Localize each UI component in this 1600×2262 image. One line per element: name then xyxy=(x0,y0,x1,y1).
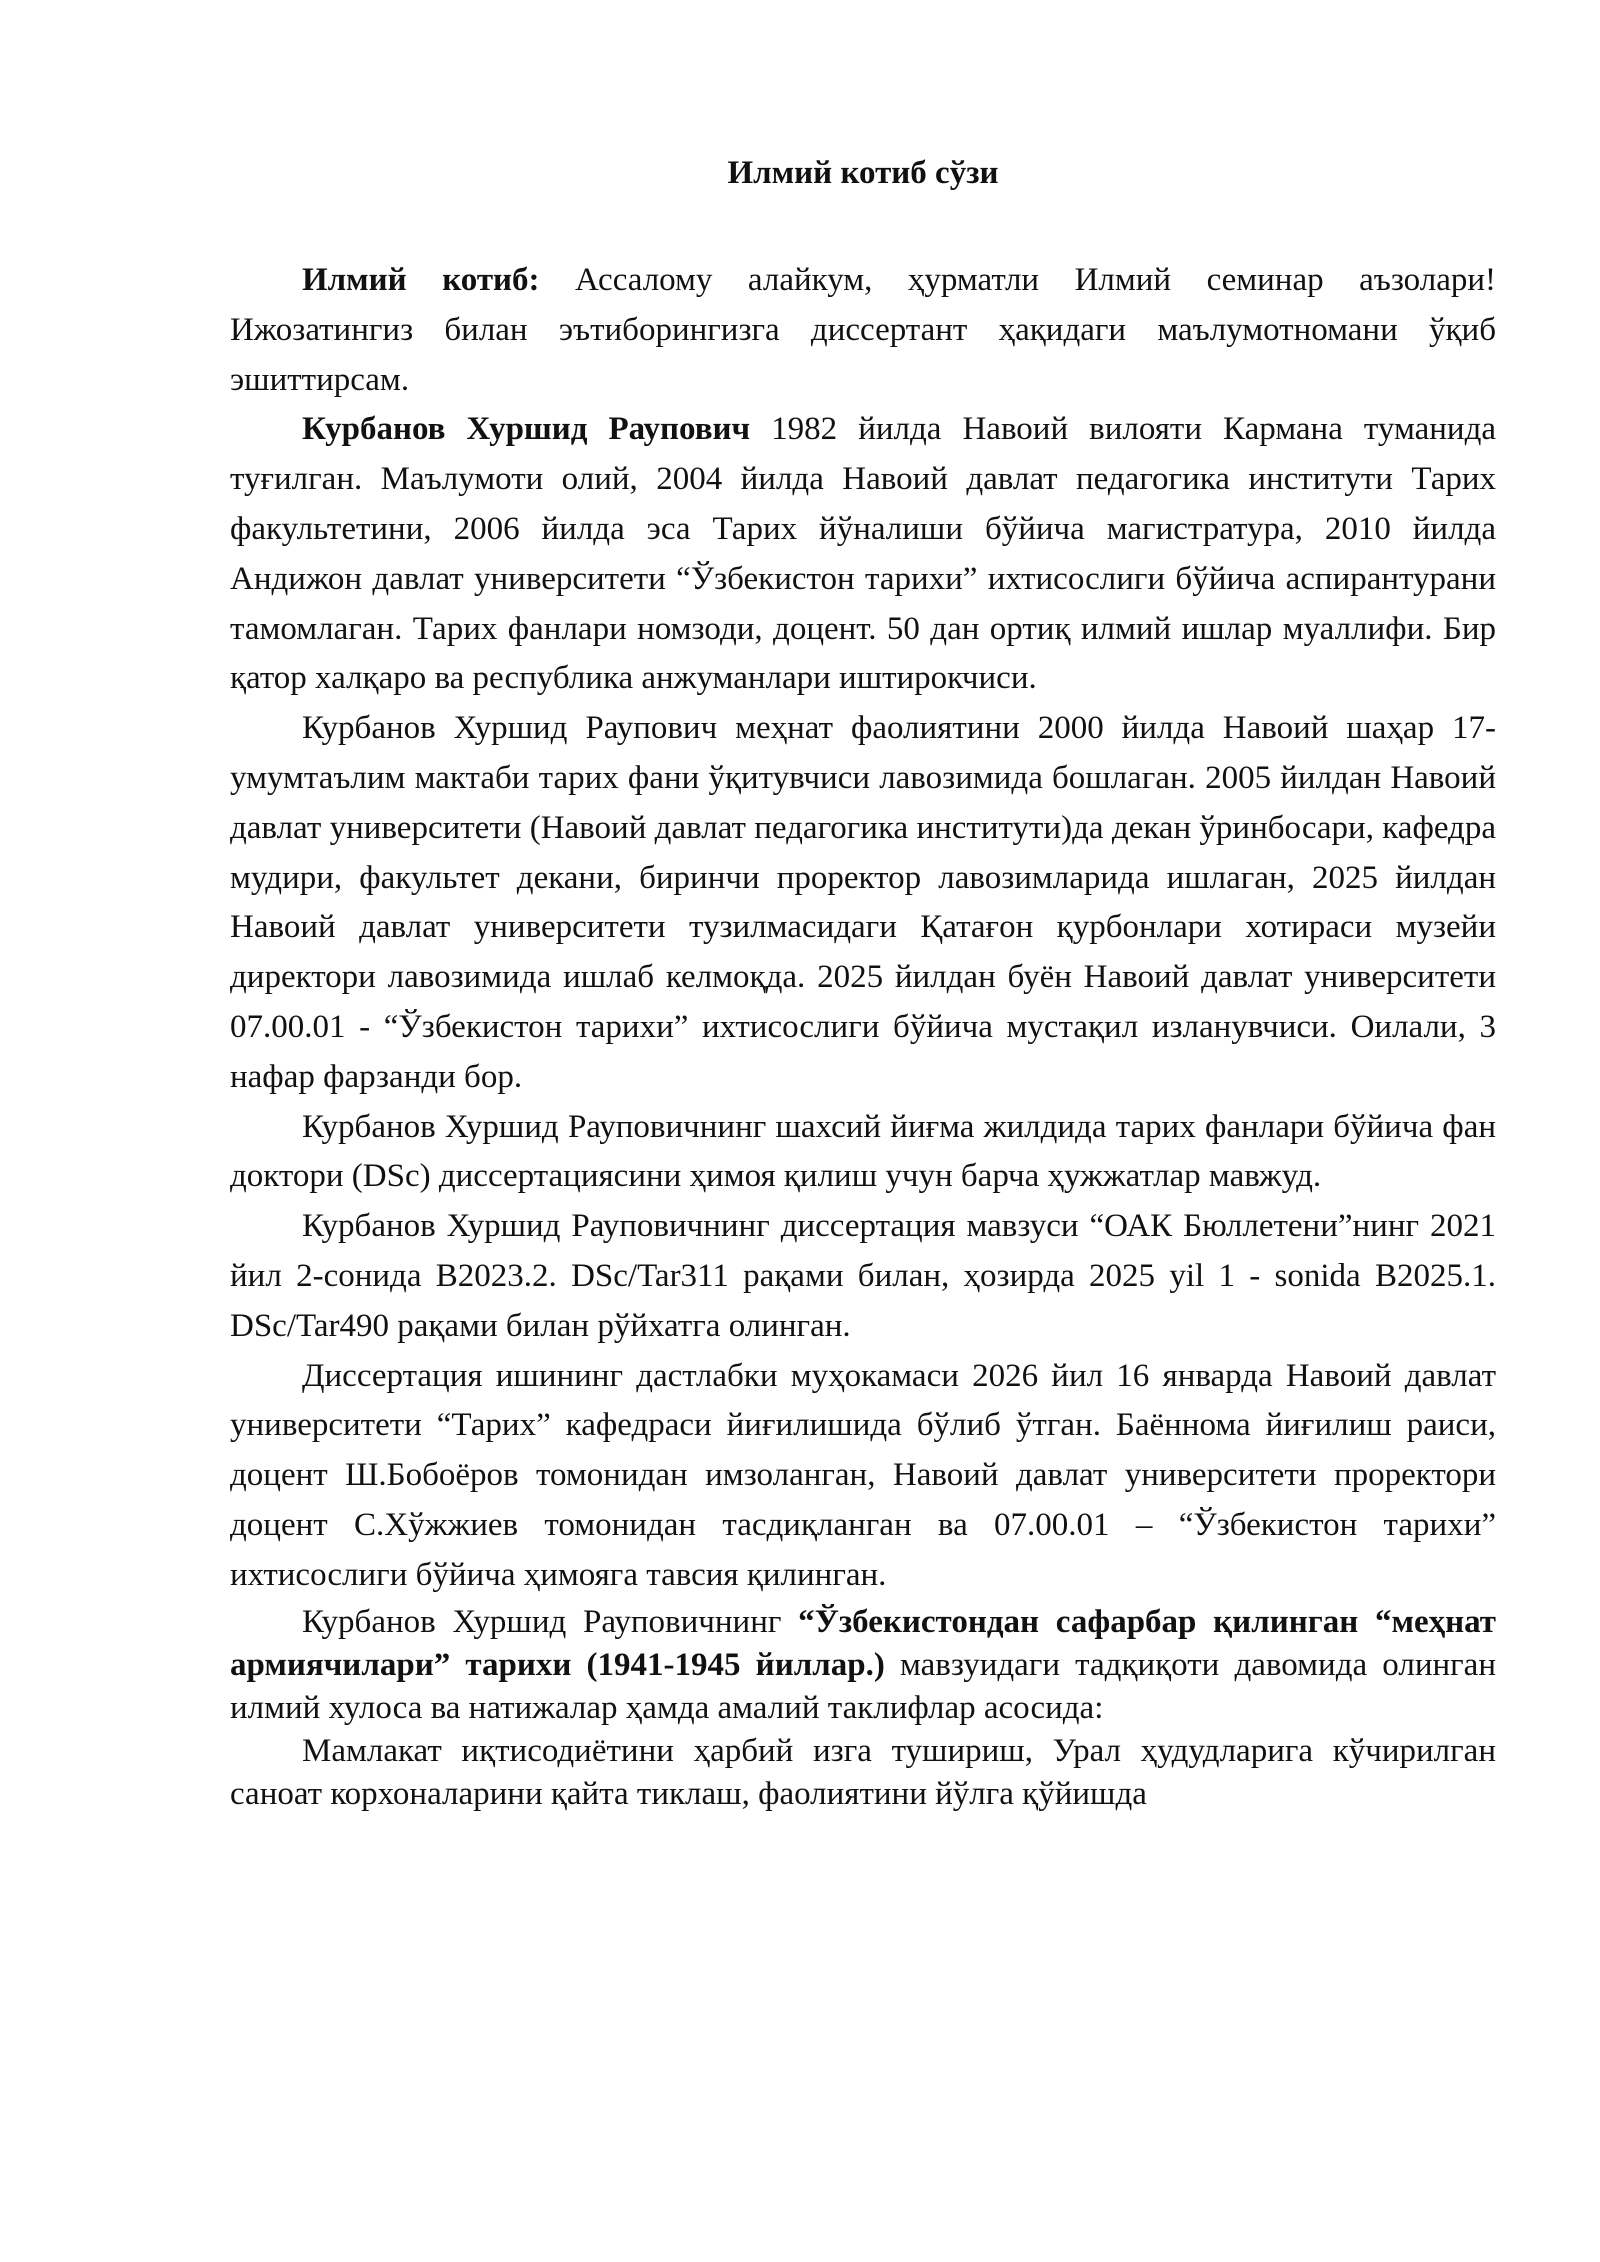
candidate-name: Курбанов Хуршид Раупович xyxy=(302,411,751,448)
greeting-text: Ассалому алайкум, ҳурматли Илмий семинар аъзолари! Ижозатингиз билан эътиборингизга диссертант ҳақидаги маълумотномани ўқиб эшиттирсам. xyxy=(230,262,1496,398)
paragraph-conclusions xyxy=(230,1601,1496,1730)
biography-text: 1982 йилда Навоий вилояти Кармана туманида туғилган. Маълумоти олий, 2004 йилда Навоий давлат педагогика институти Тарих факультетини, 2006 йилда эса Тарих йўналиши бўйича магистратура, 2010 йилда Андижон давлат университети “Ўзбекистон тарихи” ихтисослиги бўйича аспирантурани тамомлаган. Тарих фанлари номзоди, доцент. 50 дан ортиқ илмий ишлар муаллифи. Бир қатор халқаро ва республика анжуманлари иштирокчиси. xyxy=(230,411,1497,697)
paragraph-career: Курбанов Хуршид Раупович меҳнат фаолиятини 2000 йилда Навоий шаҳар 17-умумтаълим мактаби тарих фани ўқитувчиси лавозимида бошлаган. 2005 йилдан Навоий давлат университети (Навоий давлат педагогика институти)да декан ўринбосари, кафедра мудири, факультет декани, биринчи проректор лавозимларида ишлаган, 2025 йилдан Навоий давлат университети тузилмасидаги Қатағон қурбонлари хотираси музейи директори лавозимида ишлаб келмоқда. 2025 йилдан буён Навоий давлат университети 07.00.01 - “Ўзбекистон тарихи” ихтисослиги бўйича мустақил изланувчиси. Оилали, 3 нафар фарзанди бор. xyxy=(230,710,1496,1095)
conclusions-lead: Курбанов Хуршид Рауповичнинг xyxy=(302,1603,799,1640)
paragraph-biography xyxy=(230,405,1496,704)
paragraph-discussion: Диссертация ишининг дастлабки муҳокамаси 2026 йил 16 январда Навоий давлат университети “Тарих” кафедраси йиғилишида бўлиб ўтган. Баённома йиғилиш раиси, доцент Ш.Бобоёров томонидан имзоланган, Навоий давлат университети проректори доцент С.Хўжжиев томонидан тасдиқланган ва 07.00.01 – “Ўзбекистон тарихи” ихтисослиги бўйича ҳимояга тавсия қилинган. xyxy=(230,1357,1496,1593)
paragraph-economy: Мамлакат иқтисодиётини ҳарбий изга тушириш, Урал ҳудудларига кўчирилган саноат корхоналарини қайта тиклаш, фаолиятини йўлга қўйишда xyxy=(230,1732,1496,1812)
paragraph-documents: Курбанов Хуршид Рауповичнинг шахсий йиғма жилдида тарих фанлари бўйича фан доктори (DSc) диссертациясини ҳимоя қилиш учун барча ҳужжатлар мавжуд. xyxy=(230,1108,1496,1195)
dissertation-topic: “Ўзбекистондан сафарбар қилинган “меҳнат армиячилари” тарихи (1941-1945 йиллар.) xyxy=(230,1603,1497,1683)
document-page xyxy=(230,148,1496,1816)
document-title: Илмий котиб сўзи xyxy=(727,155,999,191)
paragraph-greeting xyxy=(230,256,1496,405)
paragraph-topic-registration: Курбанов Хуршид Рауповичнинг диссертация мавзуси “ОАК Бюллетени”нинг 2021 йил 2-сонида B2023.2. DSc/Tar311 рақами билан, ҳозирда 2025 yil 1 - sonida B2025.1. DSc/Tar490 рақами билан рўйхатга олинган. xyxy=(230,1208,1496,1344)
speaker-label: Илмий котиб: xyxy=(302,262,540,298)
conclusions-text: мавзуидаги тадқиқоти давомида олинган илмий хулоса ва натижалар ҳамда амалий таклифлар асосида: xyxy=(230,1646,1496,1726)
